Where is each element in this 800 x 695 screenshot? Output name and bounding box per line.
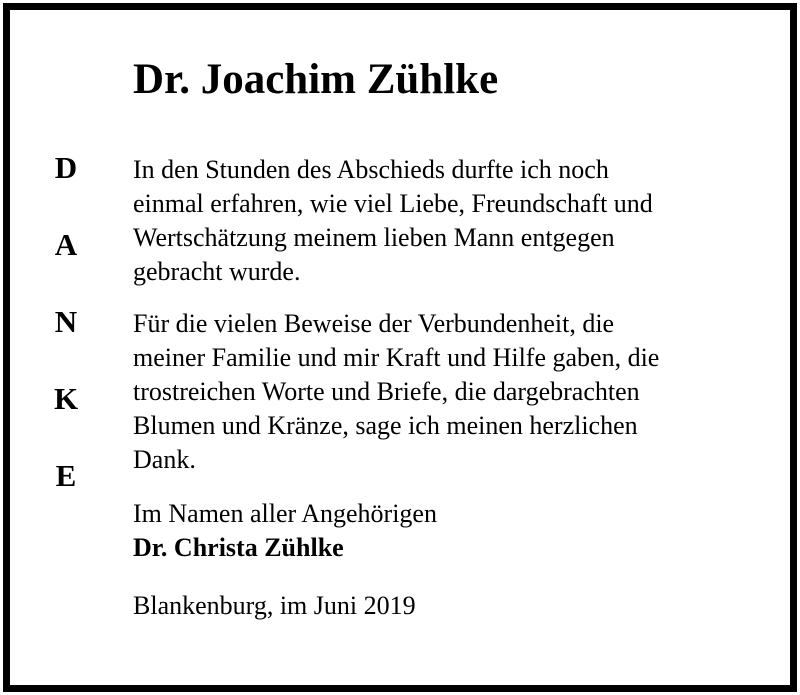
text-line: Blumen und Kränze, sage ich meinen herzlichen	[133, 411, 638, 440]
notice-body	[133, 153, 773, 623]
text-line: gebracht wurde.	[133, 257, 301, 286]
side-letter: E	[55, 458, 77, 493]
side-letter: N	[54, 304, 78, 339]
text-line: Für die vielen Beweise der Verbundenheit, die	[133, 309, 615, 338]
place-and-date: Blankenburg, im Juni 2019	[133, 591, 416, 620]
text-line: meiner Familie und mir Kraft und Hilfe gaben, die	[133, 343, 660, 372]
text-line: trostreichen Worte und Briefe, die dargebrachten	[133, 377, 640, 406]
text-line: einmal erfahren, wie viel Liebe, Freundschaft und	[133, 189, 653, 218]
text-line: Wertschätzung meinem lieben Mann entgegen	[133, 223, 615, 252]
text-line: In den Stunden des Abschieds durfte ich noch	[133, 155, 609, 184]
paragraph-spacer	[133, 565, 773, 589]
signer-name: Dr. Christa Zühlke	[133, 533, 344, 562]
gratitude-paragraph-1	[133, 153, 773, 289]
text-line: Dank.	[133, 445, 196, 474]
side-letter: A	[54, 227, 78, 262]
gratitude-paragraph-2	[133, 307, 773, 477]
side-letter: K	[53, 381, 79, 416]
side-word-danke	[40, 148, 92, 533]
signature-intro: Im Namen aller Angehörigen	[133, 499, 437, 528]
paragraph-spacer	[133, 289, 773, 307]
page-title: Dr. Joachim Zühlke	[133, 56, 499, 103]
side-letter: D	[54, 150, 78, 185]
signature-block	[133, 497, 773, 565]
paragraph-spacer	[133, 477, 773, 497]
